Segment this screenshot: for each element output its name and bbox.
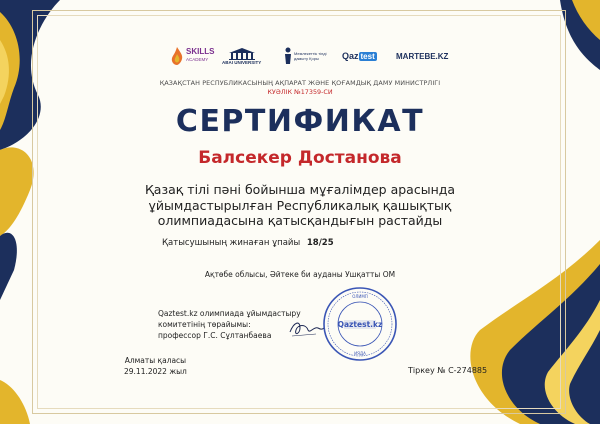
description-line: олимпиадасына қатысқандығын растайды <box>157 213 443 228</box>
score-label: Қатысушының жинаған ұпайы <box>162 238 301 248</box>
memlekettik-tildi-logo <box>284 44 334 68</box>
figure-icon <box>284 47 292 65</box>
martebe-logo <box>396 44 448 68</box>
certificate-description <box>0 182 600 229</box>
stamp-top-text: ОЛИМП <box>352 294 368 299</box>
stamp-bottom-text: ИЯДА <box>354 351 366 356</box>
official-stamp <box>322 286 398 362</box>
skills-academy-logo <box>170 44 214 68</box>
place-date <box>124 355 187 377</box>
signature <box>286 316 326 340</box>
chair-line: профессор Г.С. Сұлтанбаева <box>158 331 272 340</box>
abai-university-logo <box>222 44 261 68</box>
committee-chair <box>158 308 301 341</box>
score-value: 18/25 <box>306 238 334 248</box>
issue-date: 29.11.2022 жыл <box>124 367 187 376</box>
abai-text: ABAI UNIVERSITY <box>222 59 262 65</box>
qaztest-logo <box>342 44 377 68</box>
stamp-center-text: Qaztest.kz <box>337 320 383 329</box>
partner-logos <box>170 44 449 68</box>
score-line <box>162 238 334 248</box>
chair-line: комитетінің төрайымы: <box>158 320 251 329</box>
martebe-text: MARTEBE.KZ <box>396 51 449 61</box>
certificate-title: СЕРТИФИКАТ <box>175 104 425 139</box>
description-line: Қазақ тілі пәні бойынша мұғалімдер арасында <box>144 182 456 197</box>
school-location: Ақтөбе облысы, Әйтеке би ауданы Ушқатты ОМ <box>204 270 396 279</box>
description-line: ұйымдастырылған Республикалық қашықтық <box>148 197 452 213</box>
license-number: КУӘЛІК №17359-СИ <box>267 88 333 96</box>
skills-text: SKILLS <box>186 47 215 56</box>
memlekettik-text: Мемлекеттік тілді дамыту Қоры <box>294 51 327 61</box>
flame-icon <box>170 47 184 65</box>
academy-text: ACADEMY <box>186 57 209 62</box>
chair-line: Qaztest.kz олимпиада ұйымдастыру <box>158 309 301 318</box>
recipient-name: Балсекер Достанова <box>198 148 402 168</box>
registration-number: Тіркеу № С-274885 <box>408 366 488 375</box>
city: Алматы қаласы <box>124 356 187 365</box>
ministry-line: ҚАЗАҚСТАН РЕСПУБЛИКАСЫНЫҢ АҚПАРАТ ЖӘНЕ ҚОҒАМДЫҚ ДАМУ МИНИСТРЛІГІ <box>159 79 441 87</box>
qaztest-suffix: test <box>360 51 375 61</box>
qaztest-prefix: Qaz <box>342 51 359 61</box>
building-icon <box>227 48 257 60</box>
